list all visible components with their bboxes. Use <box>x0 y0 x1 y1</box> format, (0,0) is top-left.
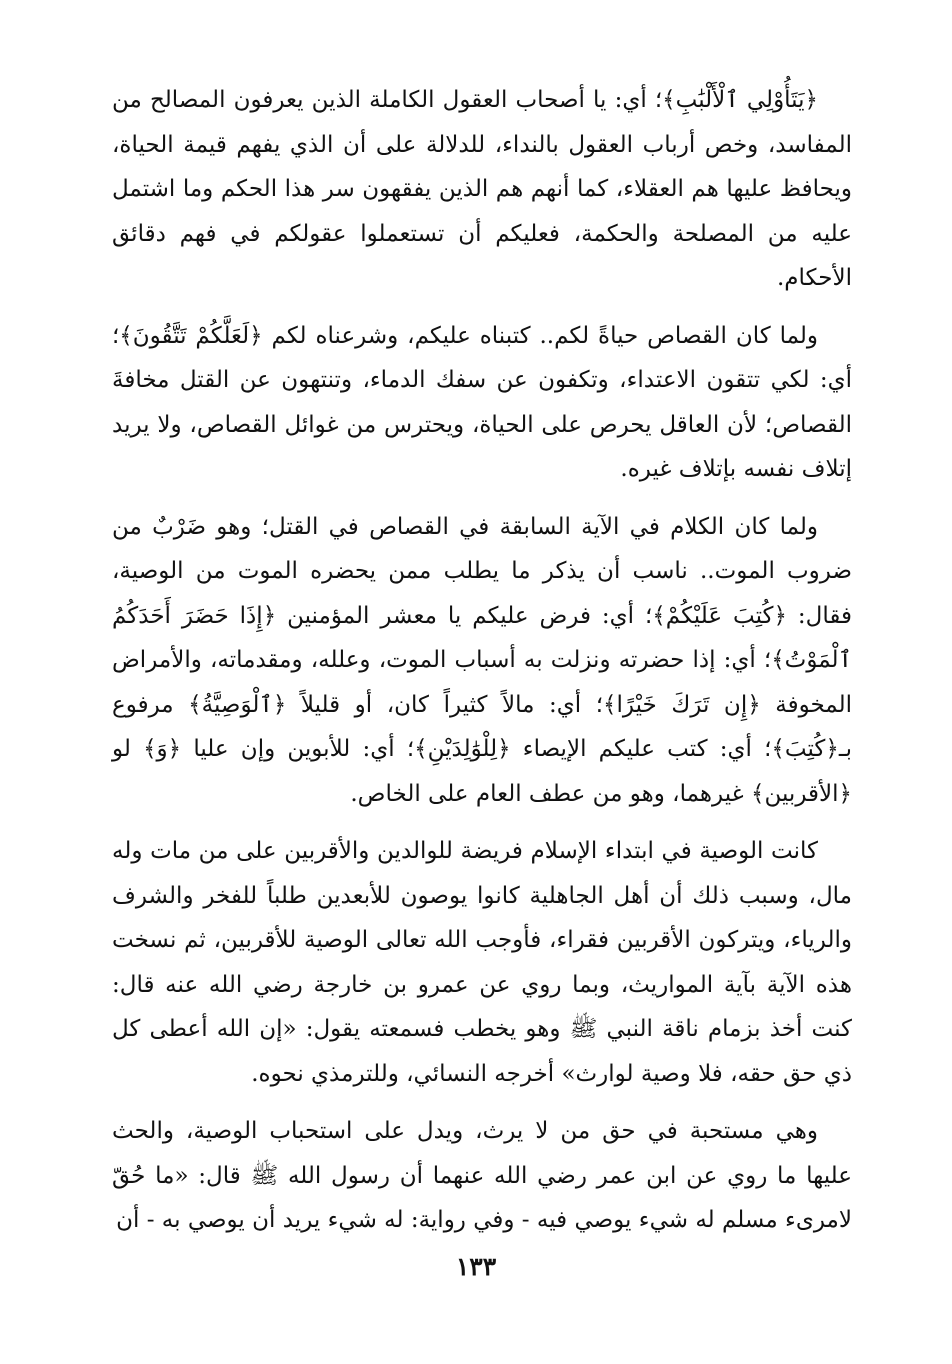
page-number: ١٣٣ <box>455 1252 497 1281</box>
paragraph-1: ﴿يَتَأُوْلِي ٱلْأَلْبَٰبِ﴾؛ أي: يا أصحاب العقول الكاملة الذين يعرفون المصالح من المفاسد، وخص أرباب العقول بالنداء، للدلالة على أن الذي يفهم قيمة الحياة، ويحافظ عليها هم العقلاء، كما أنهم هم الذين يفقهون سر هذا الحكم وما اشتمل عليه من المصلحة والحكمة، فعليكم أن تستعملوا عقولكم في فهم دقائق الأحكام. <box>112 87 852 291</box>
paragraph-3: ولما كان الكلام في الآية السابقة في القصاص في القتل؛ وهو ضَرْبٌ من ضروب الموت.. ناسب أن يذكر ما يطلب ممن يحضره الموت من الوصية، فقال: ﴿كُتِبَ عَلَيْكُمْ﴾؛ أي: فرض عليكم يا معشر المؤمنين ﴿إِذَا حَضَرَ أَحَدَكُمُ ٱلْمَوْتُ﴾؛ أي: إذا حضرته ونزلت به أسباب الموت، وعلله، ومقدماته، والأمراض المخوفة ﴿إِن تَرَكَ خَيْرًا﴾؛ أي: مالاً كثيراً كان، أو قليلاً ﴿ٱلْوَصِيَّةُ﴾ مرفوع بـ﴿كُتِبَ﴾؛ أي: كتب عليكم الإيصاء ﴿لِلْوَٰلِدَيْنِ﴾؛ أي: للأبوين وإن عليا ﴿وَ﴾ لو ﴿الأقربين﴾ غيرهما، وهو من عطف العام على الخاص. <box>112 513 852 807</box>
paragraph-5: وهي مستحبة في حق من لا يرث، ويدل على استحباب الوصية، والحث عليها ما روي عن ابن عمر رضي الله عنهما أن رسول الله ﷺ قال: «ما حُقّ لامرىء مسلم له شيء يوصي فيه - وفي رواية: له شيء يريد أن يوصي به - أن <box>112 1118 852 1233</box>
paragraph-4: كانت الوصية في ابتداء الإسلام فريضة للوالدين والأقربين على من مات وله مال، وسبب ذلك أن أهل الجاهلية كانوا يوصون للأبعدين طلباً للفخر والشرف والرياء، ويتركون الأقربين فقراء، فأوجب الله تعالى الوصية للأقربين، ثم نسخت هذه الآية بآية المواريث، وبما روي عن عمرو بن خارجة رضي الله عنه قال: كنت أخذ بزمام ناقة النبي ﷺ وهو يخطب فسمعته يقول: «إن الله أعطى كل ذي حق حقه، فلا وصية لوارث» أخرجه النسائي، وللترمذي نحوه. <box>112 838 852 1087</box>
paragraph-2: ولما كان القصاص حياةً لكم.. كتبناه عليكم، وشرعناه لكم ﴿لَعَلَّكُمْ تَتَّقُونَ﴾؛ أي: لكي تتقون الاعتداء، وتكفون عن سفك الدماء، وتنتهون عن القتل مخافةَ القصاص؛ لأن العاقل يحرص على الحياة، ويحترس من غوائل القصاص، ولا يريد إتلاف نفسه بإتلاف غيره. <box>112 322 852 482</box>
page-body-text <box>112 78 852 1243</box>
